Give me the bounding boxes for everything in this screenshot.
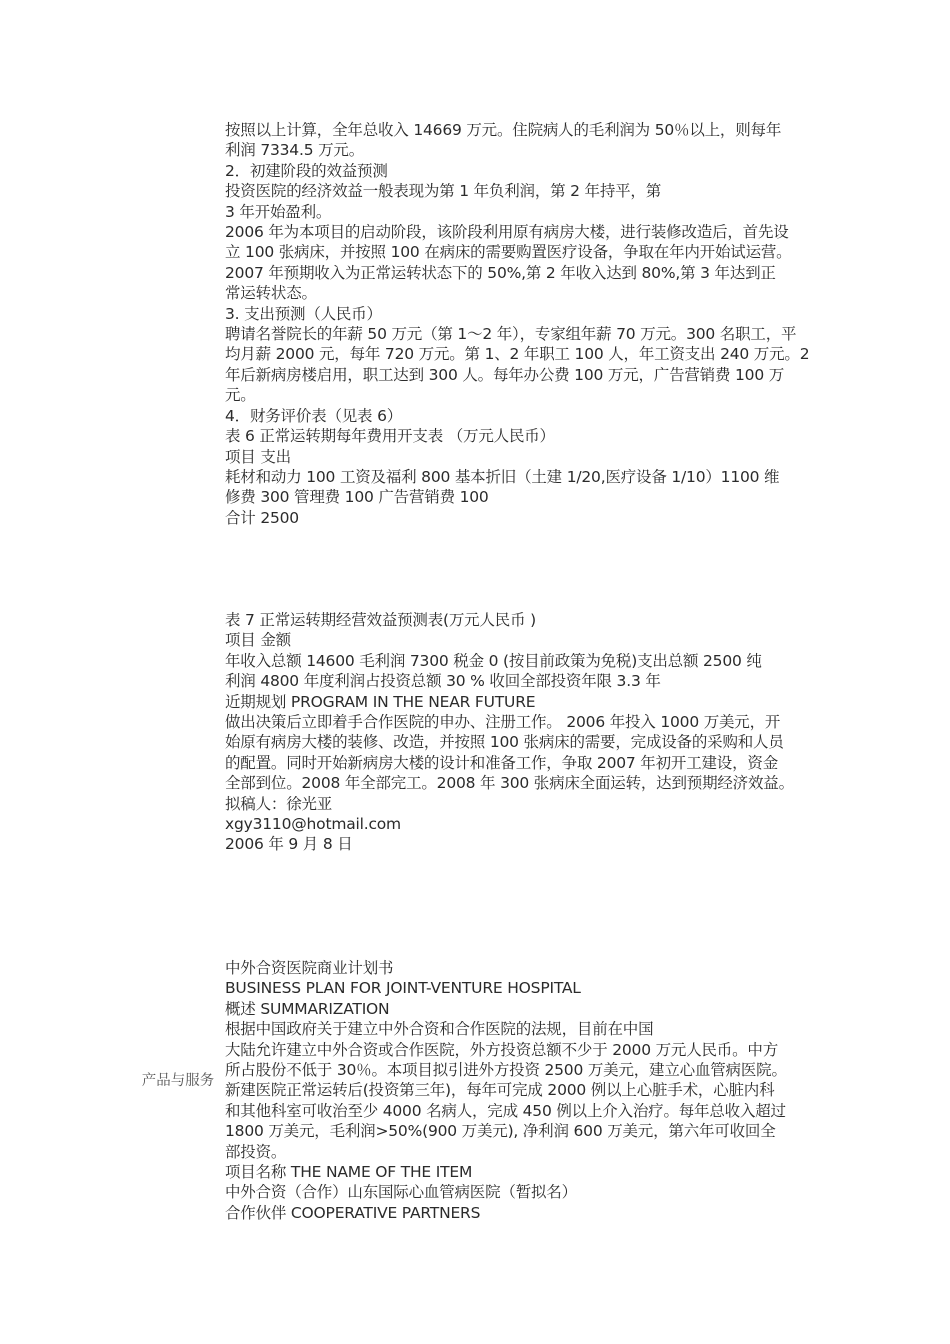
text-line: 年后新病房楼启用，职工达到 300 人。每年办公费 100 万元，广告营销费 100 万 <box>225 365 785 384</box>
heading-benefit-forecast: 2．初建阶段的效益预测 <box>225 161 388 180</box>
text-line: 2007 年预期收入为正常运转状态下的 50%,第 2 年收入达到 80%,第 3 年达到正 <box>225 263 776 282</box>
table-6-row: 耗材和动力 100 工资及福利 800 基本折旧（土建 1/20,医疗设备 1/10）1100 维 <box>225 467 780 486</box>
text-line: 始原有病房大楼的装修、改造，并按照 100 张病床的需要，完成设备的采购和人员 <box>225 733 784 752</box>
heading-summarization: 概述 SUMMARIZATION <box>225 999 390 1018</box>
text-line: 投资医院的经济效益一般表现为第 1 年负利润，第 2 年持平，第 <box>225 182 662 201</box>
text-line: 根据中国政府关于建立中外合资和合作医院的法规，目前在中国 <box>225 1020 654 1039</box>
text-line: 均月薪 2000 元，每年 720 万元。第 1、2 年职工 100 人，年工资支出 240 万元。2 <box>225 345 810 364</box>
table-7-header: 项目 金额 <box>225 631 291 650</box>
margin-note-products-services: 产品与服务 <box>141 1073 215 1089</box>
section-revenue-and-costs <box>225 120 825 528</box>
table-7-row: 年收入总额 14600 毛利润 7300 税金 0 (按目前政策为免税)支出总额 2500 纯 <box>225 651 762 670</box>
text-line: 部投资。 <box>225 1142 287 1161</box>
document-date: 2006 年 9 月 8 日 <box>225 835 353 854</box>
author-email: xgy3110@hotmail.com <box>225 815 401 834</box>
section-profit-and-plan <box>225 610 825 855</box>
text-line: 元。 <box>225 386 256 405</box>
heading-item-name: 项目名称 THE NAME OF THE ITEM <box>225 1163 473 1182</box>
text-line: 中外合资（合作）山东国际心血管病医院（暂拟名） <box>225 1183 577 1202</box>
text-line: 新建医院正常运转后(投资第三年)，每年可完成 2000 例以上心脏手术，心脏内科 <box>225 1081 775 1100</box>
text-line: 立 100 张病床，并按照 100 在病床的需要购置医疗设备，争取在年内开始试运营。 <box>225 243 792 262</box>
text-line: 1800 万美元，毛利润>50%(900 万美元), 净利润 600 万美元，第六年可收回全 <box>225 1122 776 1141</box>
table-7-title: 表 7 正常运转期经营效益预测表(万元人民币 ) <box>225 611 536 629</box>
heading-expense-forecast: 3. 支出预测（人民币） <box>225 304 382 323</box>
plan-title-en: BUSINESS PLAN FOR JOINT-VENTURE HOSPITAL <box>225 979 581 998</box>
table-6-total: 合计 2500 <box>225 508 299 527</box>
section-business-plan <box>225 958 825 1223</box>
plan-title-cn: 中外合资医院商业计划书 <box>225 959 394 977</box>
text-line: 聘请名誉院长的年薪 50 万元（第 1～2 年），专家组年薪 70 万元。300 名职工，平 <box>225 325 797 344</box>
heading-cooperative-partners: 合作伙伴 COOPERATIVE PARTNERS <box>225 1203 481 1222</box>
text-line: 常运转状态。 <box>225 284 317 303</box>
text-line: 和其他科室可收治至少 4000 名病人，完成 450 例以上介入治疗。每年总收入超过 <box>225 1101 786 1120</box>
text-line: 做出决策后立即着手合作医院的申办、注册工作。 2006 年投入 1000 万美元，开 <box>225 713 781 732</box>
heading-financial-evaluation: 4．财务评价表（见表 6） <box>225 406 403 425</box>
table-6-title: 表 6 正常运转期每年费用开支表 （万元人民币） <box>225 427 555 446</box>
text-line: 2006 年为本项目的启动阶段，该阶段利用原有病房大楼，进行装修改造后，首先设 <box>225 223 789 242</box>
author-line: 拟稿人：徐光亚 <box>225 794 333 813</box>
table-7-row: 利润 4800 年度利润占投资总额 30 % 收回全部投资年限 3.3 年 <box>225 672 661 691</box>
text-line: 所占股份不低于 30％。本项目拟引进外方投资 2500 万美元，建立心血管病医院。 <box>225 1061 787 1080</box>
text-line: 的配置。同时开始新病房大楼的设计和准备工作，争取 2007 年初开工建设，资金 <box>225 753 779 772</box>
heading-near-future-program: 近期规划 PROGRAM IN THE NEAR FUTURE <box>225 692 536 711</box>
table-6-row: 修费 300 管理费 100 广告营销费 100 <box>225 488 489 507</box>
text-line: 3 年开始盈利。 <box>225 202 332 221</box>
text-line: 利润 7334.5 万元。 <box>225 141 364 160</box>
table-6-header: 项目 支出 <box>225 447 291 466</box>
text-line: 按照以上计算，全年总收入 14669 万元。住院病人的毛利润为 50％以上，则每年 <box>225 121 782 139</box>
text-line: 大陆允许建立中外合资或合作医院，外方投资总额不少于 2000 万元人民币。中方 <box>225 1040 779 1059</box>
text-line: 全部到位。2008 年全部完工。2008 年 300 张病床全面运转，达到预期经济效益。 <box>225 774 794 793</box>
